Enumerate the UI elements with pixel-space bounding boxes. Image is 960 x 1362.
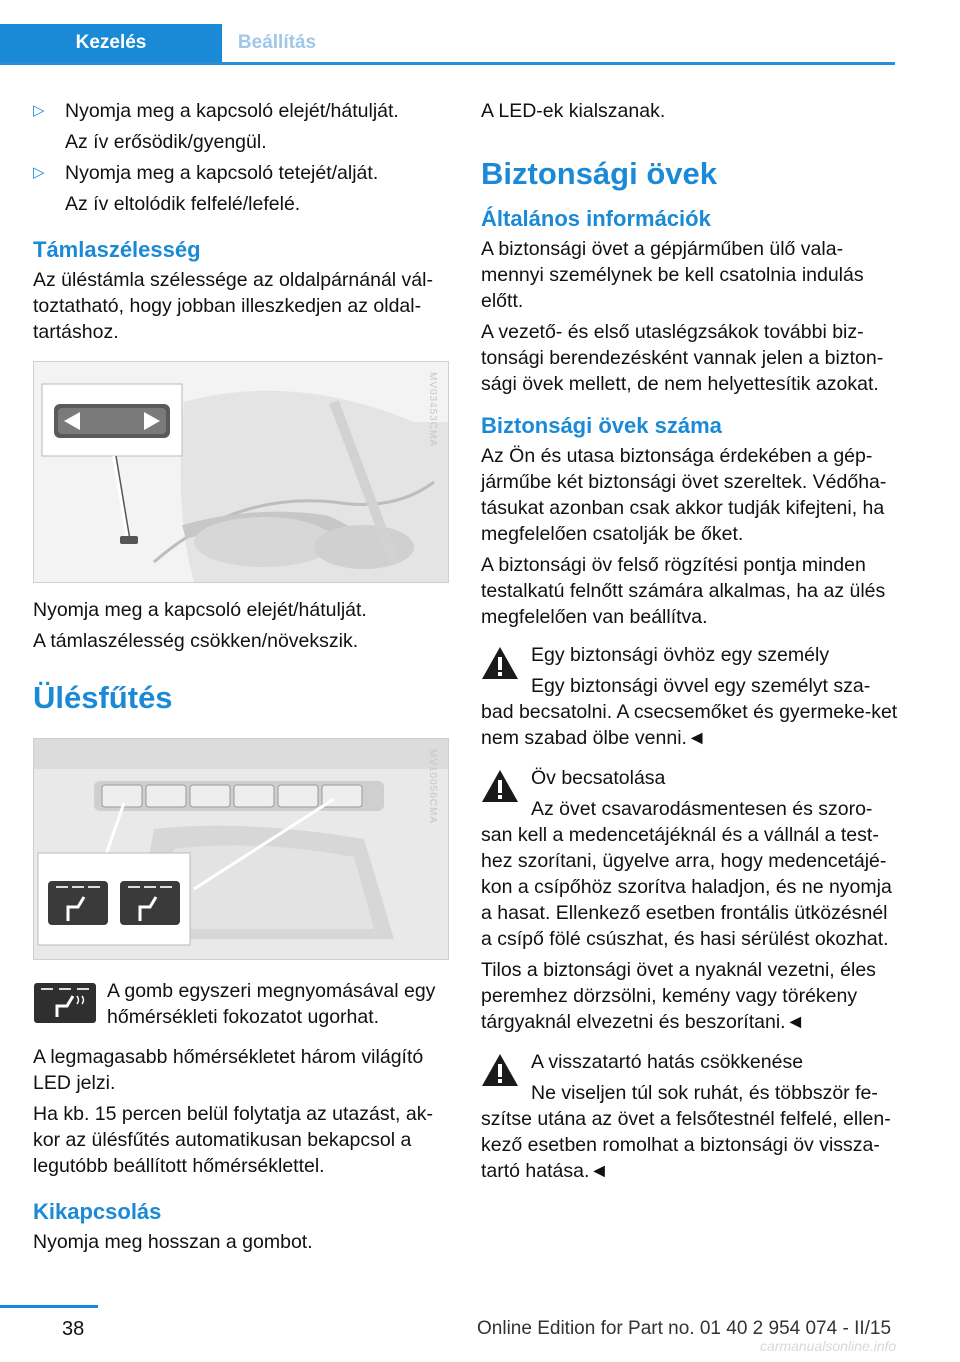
warning-text: Az övet csavarodásmentesen és szoro-san kell a medencetájéknál és a vállnál a test-hez szorítani, ügyelve arra, hogy medencetájé-kon a csípőhöz szorítva haladjon, és ne nyomja a hasat. Ellenkező esetben frontális ütközésnél a csípő fölé csúszhat, és hasi sérülést okozhat. xyxy=(481,798,892,950)
warning-block xyxy=(481,1049,901,1184)
section-heading-backrest-width: Támlaszélesség xyxy=(33,237,201,262)
paragraph: Nyomja meg a kapcsoló elejét/hátulját. xyxy=(33,599,367,621)
subheading-general: Általános információk xyxy=(481,206,711,231)
triangle-right-icon: ▷ xyxy=(33,164,45,181)
list-item xyxy=(33,98,453,155)
warning-text: Egy biztonsági övvel egy személyt sza-bad becsatolni. A csecsemőket és gyermeke-ket nem szabad ölbe venni.◄ xyxy=(481,675,898,749)
bullet-text: Nyomja meg a kapcsoló elejét/hátulját. xyxy=(65,100,399,122)
warning-title: Öv becsatolása xyxy=(531,767,666,789)
seat-heating-icon xyxy=(33,982,97,1024)
bullet-subtext: Az ív erősödik/gyengül. xyxy=(65,131,267,153)
left-column xyxy=(33,98,453,1260)
section-heading-off: Kikapcsolás xyxy=(33,1199,162,1224)
paragraph: Az Ön és utasa biztonsága érdekében a gép-járműbe két biztonsági övet szereltek. Védőha-tásukat azonban csak akkor tudják kifejteni, ha megfelelően csatolják be őket. xyxy=(481,445,887,545)
seat-illustration xyxy=(34,362,448,582)
page-number: 38 xyxy=(62,1318,85,1340)
paragraph: A biztonsági öv felső rögzítési pontja minden testalkatú felnőtt számára alkalmas, ha az ülés megfelelően van beállítva. xyxy=(481,554,886,628)
paragraph: A legmagasabb hőmérsékletet három világító LED jelzi. xyxy=(33,1046,424,1094)
bullet-subtext: Az ív eltolódik felfelé/lefelé. xyxy=(65,193,301,215)
figure-code: MV10056CMA xyxy=(427,749,438,825)
paragraph: Ha kb. 15 percen belül folytatja az utazást, ak-kor az ülésfűtés automatikusan bekapcsol a legutóbb beállított hőmérséklettel. xyxy=(33,1103,433,1177)
paragraph: A támlaszélesség csökken/növekszik. xyxy=(33,630,359,652)
edition-info: Online Edition for Part no. 01 40 2 954 074 - II/15 xyxy=(477,1318,892,1339)
warning-text: Ne viseljen túl sok ruhát, és többször fe-szítse utána az övet a felsőtestnél felfelé, ellen-kező esetben romolhat a biztonsági öv vissza-tartó hatása.◄ xyxy=(481,1082,891,1182)
paragraph: A vezető- és első utaslégzsákok további biz-tonsági berendezésként vannak jelen a bizton-sági övek mellett, de nem helyettesítik azokat. xyxy=(481,321,884,395)
figure-code: MV03453CMA xyxy=(427,372,438,448)
paragraph: Tilos a biztonsági övet a nyaknál vezetni, éles peremhez dörzsölni, kemény vagy törékeny tárgyaknál elvezetni és beszorítani.◄ xyxy=(481,959,876,1033)
warning-title: Egy biztonsági övhöz egy személy xyxy=(531,644,830,666)
seat-heating-figure xyxy=(33,738,449,960)
tab-kezeles[interactable]: Kezelés xyxy=(0,24,222,62)
warning-triangle-icon xyxy=(481,1053,519,1087)
console-illustration xyxy=(34,739,448,959)
tab-beallitas[interactable]: Beállítás xyxy=(222,24,332,62)
subheading-belt-count: Biztonsági övek száma xyxy=(481,413,722,438)
tab-bar xyxy=(0,24,895,65)
triangle-right-icon: ▷ xyxy=(33,102,45,119)
bullet-text: Nyomja meg a kapcsoló tetejét/alját. xyxy=(65,162,379,184)
warning-triangle-icon xyxy=(481,769,519,803)
right-column xyxy=(481,98,901,1184)
warning-block xyxy=(481,642,901,751)
seat-heating-note xyxy=(33,978,453,1030)
warning-block xyxy=(481,765,901,952)
watermark: carmanualsonline.info xyxy=(760,1338,897,1354)
section-heading-seat-heating: Ülésfűtés xyxy=(33,680,173,715)
paragraph: Az üléstámla szélessége az oldalpárnánál vál-toztatható, hogy jobban illeszkedjen az oldal-tartáshoz. xyxy=(33,269,433,343)
paragraph: Nyomja meg hosszan a gombot. xyxy=(33,1231,313,1253)
seat-switch-figure xyxy=(33,361,449,583)
section-heading-seat-belts: Biztonsági övek xyxy=(481,156,717,191)
paragraph: A LED-ek kialszanak. xyxy=(481,100,666,122)
paragraph: A biztonsági övet a gépjárműben ülő vala-mennyi személynek be kell csatolnia indulás előtt. xyxy=(481,238,864,312)
warning-title: A visszatartó hatás csökkenése xyxy=(531,1051,804,1073)
footer-rule xyxy=(0,1305,98,1308)
paragraph: A gomb egyszeri megnyomásával egy hőmérsékleti fokozatot ugorhat. xyxy=(107,980,436,1028)
list-item xyxy=(33,160,453,217)
warning-triangle-icon xyxy=(481,646,519,680)
